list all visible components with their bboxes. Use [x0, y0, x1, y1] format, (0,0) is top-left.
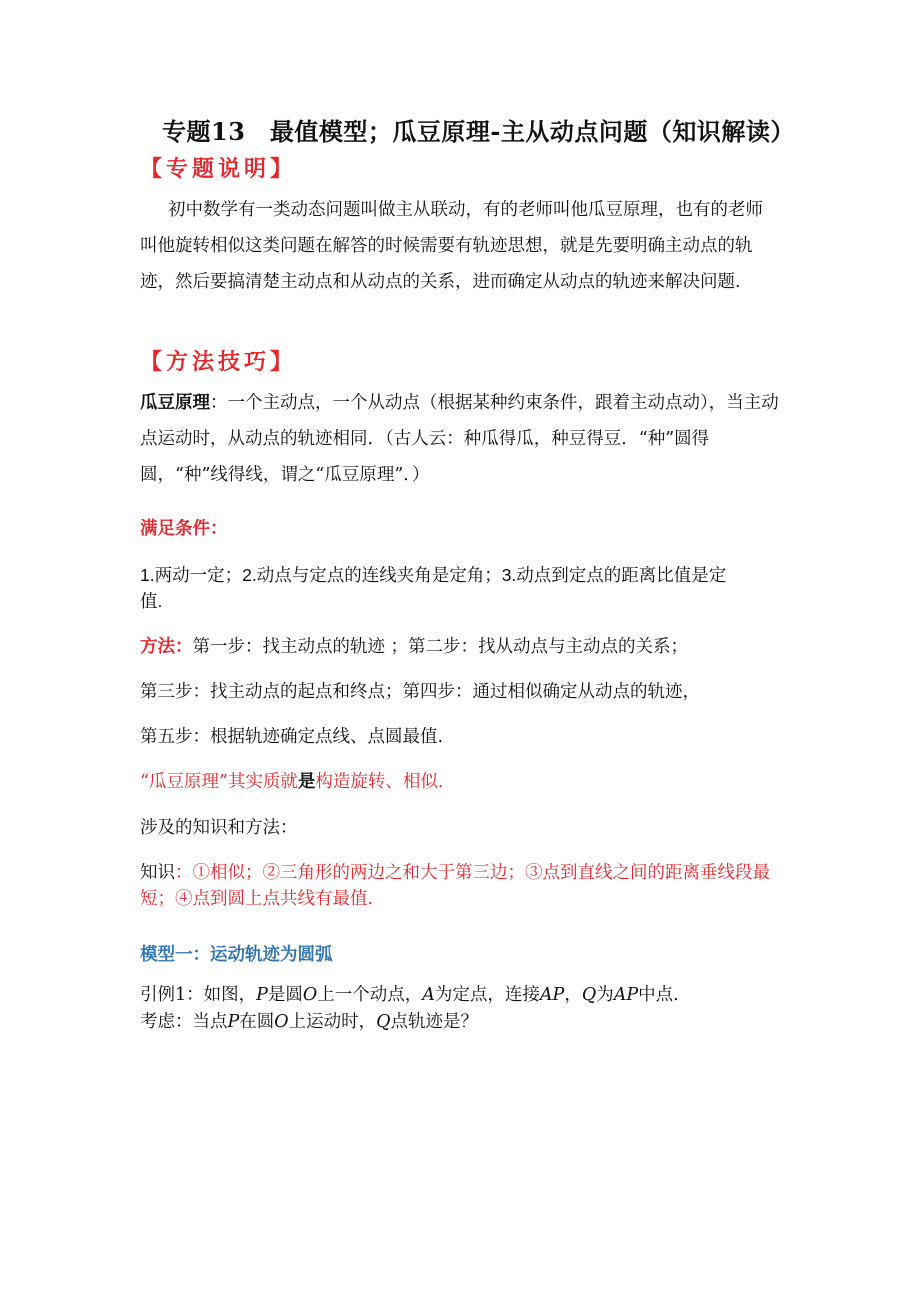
essence-part-1: “瓜豆原理”其实质就	[140, 772, 298, 792]
example1-text-5: ，	[564, 985, 582, 1005]
method-steps-1-2: 第一步：找主动点的轨迹 ；第二步：找从动点与主动点的关系；	[192, 637, 689, 657]
example1-text-7: 中点.	[638, 985, 679, 1005]
principle-paragraph	[140, 384, 780, 493]
section-description-paragraph: 初中数学有一类动态问题叫做主从联动，有的老师叫他瓜豆原理，也有的老师叫他旋转相似这类问题在解答的时候需要有轨迹思想，就是先要明确主动点的轨迹，然后要搞清楚主动点和从动点的关系，进而确定从动点的轨迹来解决问题.	[140, 200, 763, 292]
page-title: 专题13 最值模型；瓜豆原理-主从动点问题（知识解读）	[162, 117, 795, 146]
example1-segment-ap: AP	[539, 985, 565, 1005]
method-label: 方法：	[140, 637, 193, 657]
example1-point-p: P	[256, 985, 268, 1005]
method-step-5: 第五步：根据轨迹确定点线、点圆最值.	[140, 727, 444, 747]
consider-text-3: 上运动时，	[288, 1012, 377, 1032]
knowledge-items-1: ：①相似；②三角形的两边之和大于第三边；③点到直线之间的距离垂线段最	[175, 863, 770, 883]
essence-line	[140, 768, 780, 793]
consider-text-4: 点轨迹是？	[390, 1012, 478, 1032]
example1-text-1: 引例1：如图，	[140, 985, 257, 1005]
consider-point-q: Q	[376, 1012, 391, 1032]
example1-point-q: Q	[581, 985, 597, 1005]
knowledge-label: 知识	[140, 863, 175, 883]
method-line-1	[140, 633, 780, 658]
consider-text-2: 在圆	[239, 1012, 275, 1032]
involved-knowledge-heading: 涉及的知识和方法：	[140, 818, 298, 838]
example1-segment-ap-2: AP	[613, 985, 639, 1005]
knowledge-line-2: 短；④点到圆上点共线有最值.	[140, 889, 374, 909]
example1-line	[140, 981, 780, 1006]
consider-point-p: P	[227, 1012, 240, 1032]
example1-text-4: 为定点，连接	[434, 985, 540, 1005]
section-heading-methods: 【方法技巧】	[140, 349, 297, 375]
example1-point-a: A	[422, 985, 435, 1005]
consider-text-1: 考虑：当点	[140, 1012, 228, 1032]
section-heading-topic-description: 【专题说明】	[140, 156, 297, 182]
model1-title: 模型一：运动轨迹为圆弧	[140, 945, 333, 965]
principle-text: ：一个主动点，一个从动点（根据某种约束条件，跟着主动点动），当主动点运动时，从动点的轨迹相同．（古人云：种瓜得瓜，种豆得豆．“种”圆得圆，“种”线得线，谓之“瓜豆原理”．）	[140, 393, 779, 485]
consider-point-o: O	[274, 1012, 289, 1032]
conditions-line-1: 1.两动一定；2.动点与定点的连线夹角是定角；3.动点到定点的距离比值是定	[140, 565, 727, 585]
example1-point-o: O	[302, 985, 318, 1005]
essence-part-2: 是	[297, 772, 316, 792]
example1-text-2: 是圆	[267, 985, 303, 1005]
knowledge-line-1	[140, 859, 780, 884]
conditions-label: 满足条件：	[140, 519, 228, 539]
example1-text-6: 为	[596, 985, 614, 1005]
conditions-line-2: 值.	[140, 591, 163, 611]
principle-label: 瓜豆原理	[140, 392, 210, 412]
example1-text-3: 上一个动点，	[317, 985, 423, 1005]
consider-line	[140, 1008, 780, 1033]
method-steps-3-4: 第三步：找主动点的起点和终点；第四步：通过相似确定从动点的轨迹，	[140, 682, 700, 702]
essence-part-3: 构造旋转、相似.	[315, 772, 444, 792]
